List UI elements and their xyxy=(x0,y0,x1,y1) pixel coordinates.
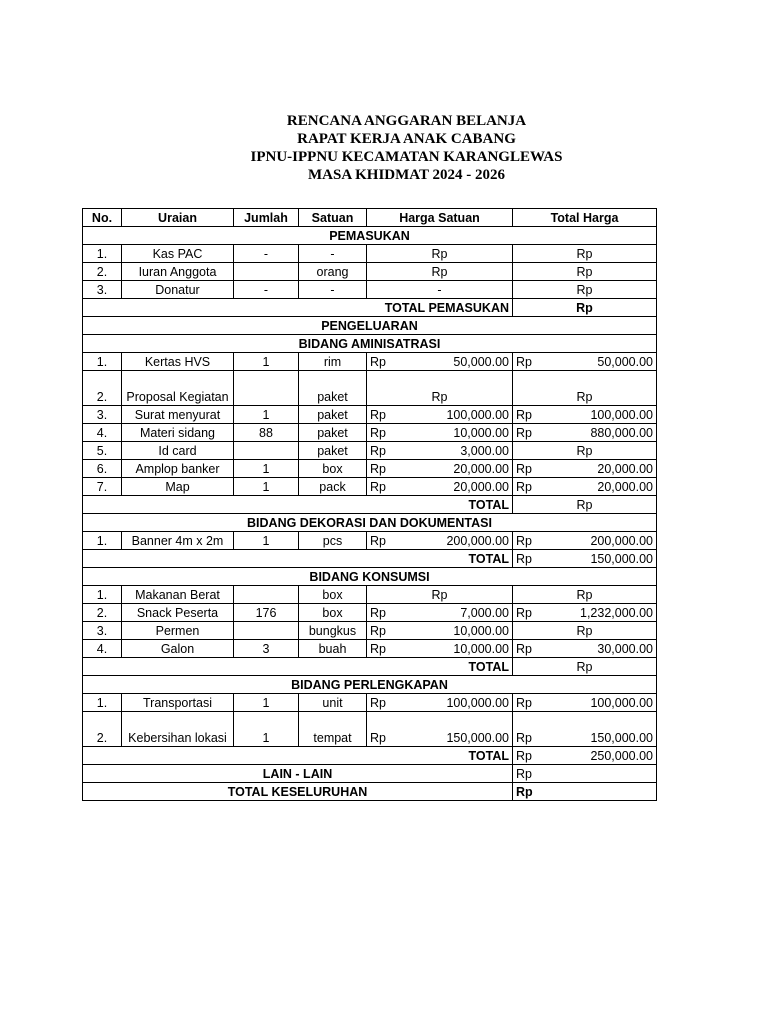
amount: 150,000.00 xyxy=(590,731,653,745)
amount: 880,000.00 xyxy=(590,426,653,440)
table-row xyxy=(83,460,657,478)
amount: 10,000.00 xyxy=(453,642,509,656)
amount: 20,000.00 xyxy=(453,462,509,476)
cell-total xyxy=(513,532,657,550)
currency-label: Rp xyxy=(370,624,386,638)
total-keseluruhan-label: TOTAL KESELURUHAN xyxy=(83,783,513,801)
header-jumlah: Jumlah xyxy=(234,209,299,227)
cell-harga-money xyxy=(370,534,509,549)
cell-jumlah: 1 xyxy=(234,353,299,371)
cell-uraian: Donatur xyxy=(122,281,234,299)
cell-harga xyxy=(367,460,513,478)
header-harga: Harga Satuan xyxy=(367,209,513,227)
amount: 50,000.00 xyxy=(597,355,653,369)
amount: 100,000.00 xyxy=(446,696,509,710)
amount: 250,000.00 xyxy=(590,749,653,763)
currency-label: Rp xyxy=(370,606,386,620)
cell-harga: Rp xyxy=(367,371,513,406)
cell-satuan: bungkus xyxy=(299,622,367,640)
cell-total: Rp xyxy=(513,263,657,281)
currency-label: Rp xyxy=(516,355,532,369)
cell-harga: Rp xyxy=(367,586,513,604)
cell-harga xyxy=(367,478,513,496)
currency-label: Rp xyxy=(516,408,532,422)
cell-harga xyxy=(367,712,513,747)
table-row xyxy=(83,245,657,263)
amount: 3,000.00 xyxy=(460,444,509,458)
cell-uraian: Materi sidang xyxy=(122,424,234,442)
header-row xyxy=(83,209,657,227)
table-row xyxy=(83,478,657,496)
cell-satuan: box xyxy=(299,586,367,604)
section-label: BIDANG AMINISATRASI xyxy=(83,335,657,353)
cell-harga-money xyxy=(370,462,509,477)
total-keseluruhan-value: Rp xyxy=(513,783,657,801)
total-label: TOTAL xyxy=(83,550,513,568)
currency-label: Rp xyxy=(516,462,532,476)
currency-label: Rp xyxy=(516,696,532,710)
cell-jumlah: 3 xyxy=(234,640,299,658)
cell-jumlah xyxy=(234,442,299,460)
lain-lain-value: Rp xyxy=(513,765,657,783)
cell-total-money xyxy=(516,534,653,549)
table-row xyxy=(83,532,657,550)
cell-uraian: Transportasi xyxy=(122,694,234,712)
cell-uraian: Banner 4m x 2m xyxy=(122,532,234,550)
amount: 100,000.00 xyxy=(590,408,653,422)
cell-total xyxy=(513,694,657,712)
cell-total-money xyxy=(516,642,653,657)
total-value: Rp xyxy=(513,496,657,514)
cell-total xyxy=(513,353,657,371)
cell-harga-money xyxy=(370,642,509,657)
cell-satuan: - xyxy=(299,245,367,263)
section-label: PEMASUKAN xyxy=(83,227,657,245)
currency-label: Rp xyxy=(370,426,386,440)
total-row xyxy=(83,747,657,765)
lain-lain-label: LAIN - LAIN xyxy=(83,765,513,783)
cell-harga xyxy=(367,622,513,640)
cell-total xyxy=(513,406,657,424)
cell-harga-money xyxy=(370,606,509,621)
cell-satuan: pack xyxy=(299,478,367,496)
cell-no: 1. xyxy=(83,532,122,550)
section-aministrasi xyxy=(83,335,657,353)
amount: 100,000.00 xyxy=(590,696,653,710)
currency-label: Rp xyxy=(516,552,532,566)
cell-jumlah: 1 xyxy=(234,532,299,550)
cell-uraian: Kertas HVS xyxy=(122,353,234,371)
amount: 10,000.00 xyxy=(453,426,509,440)
cell-satuan: unit xyxy=(299,694,367,712)
cell-uraian: Amplop banker xyxy=(122,460,234,478)
cell-jumlah: - xyxy=(234,245,299,263)
currency-label: Rp xyxy=(370,534,386,548)
cell-harga xyxy=(367,640,513,658)
table-row xyxy=(83,353,657,371)
budget-table xyxy=(82,208,657,801)
total-value xyxy=(513,550,657,568)
section-label: PENGELUARAN xyxy=(83,317,657,335)
cell-satuan: tempat xyxy=(299,712,367,747)
cell-harga xyxy=(367,694,513,712)
cell-harga xyxy=(367,424,513,442)
cell-total: Rp xyxy=(513,371,657,406)
cell-uraian: Kas PAC xyxy=(122,245,234,263)
table-row xyxy=(83,281,657,299)
currency-label: Rp xyxy=(516,606,532,620)
title-line-4: MASA KHIDMAT 2024 - 2026 xyxy=(308,167,505,183)
cell-total xyxy=(513,424,657,442)
cell-uraian: Iuran Anggota xyxy=(122,263,234,281)
total-row xyxy=(83,496,657,514)
section-label: BIDANG PERLENGKAPAN xyxy=(83,676,657,694)
cell-jumlah: 176 xyxy=(234,604,299,622)
cell-satuan: pcs xyxy=(299,532,367,550)
table-row xyxy=(83,694,657,712)
cell-no: 5. xyxy=(83,442,122,460)
cell-harga xyxy=(367,532,513,550)
cell-satuan: paket xyxy=(299,406,367,424)
section-pengeluaran xyxy=(83,317,657,335)
cell-harga-money xyxy=(370,426,509,441)
table-row xyxy=(83,442,657,460)
amount: 50,000.00 xyxy=(453,355,509,369)
cell-jumlah: 88 xyxy=(234,424,299,442)
amount: 200,000.00 xyxy=(590,534,653,548)
cell-total xyxy=(513,460,657,478)
cell-total: Rp xyxy=(513,586,657,604)
cell-harga-money xyxy=(370,408,509,423)
table-row xyxy=(83,640,657,658)
total-row xyxy=(83,658,657,676)
cell-harga-money xyxy=(370,355,509,370)
header-uraian: Uraian xyxy=(122,209,234,227)
amount: 150,000.00 xyxy=(446,731,509,745)
cell-jumlah: - xyxy=(234,281,299,299)
cell-no: 2. xyxy=(83,263,122,281)
amount: 200,000.00 xyxy=(446,534,509,548)
total-keseluruhan-row xyxy=(83,783,657,801)
cell-jumlah: 1 xyxy=(234,712,299,747)
cell-no: 2. xyxy=(83,371,122,406)
total-value: Rp xyxy=(513,658,657,676)
total-label: TOTAL xyxy=(83,747,513,765)
amount: 150,000.00 xyxy=(590,552,653,566)
amount: 20,000.00 xyxy=(453,480,509,494)
currency-label: Rp xyxy=(516,534,532,548)
cell-satuan: orang xyxy=(299,263,367,281)
cell-harga-money xyxy=(370,624,509,639)
total-value-money xyxy=(516,552,653,567)
cell-jumlah xyxy=(234,622,299,640)
table-row xyxy=(83,371,657,406)
currency-label: Rp xyxy=(516,480,532,494)
cell-total: Rp xyxy=(513,281,657,299)
cell-uraian: Proposal Kegiatan xyxy=(122,371,234,406)
cell-satuan: box xyxy=(299,604,367,622)
cell-total-money xyxy=(516,480,653,495)
title-line-2: RAPAT KERJA ANAK CABANG xyxy=(297,131,516,147)
table-row xyxy=(83,604,657,622)
cell-harga: - xyxy=(367,281,513,299)
cell-jumlah: 1 xyxy=(234,694,299,712)
cell-no: 4. xyxy=(83,640,122,658)
cell-total xyxy=(513,712,657,747)
total-label: TOTAL xyxy=(83,658,513,676)
total-row xyxy=(83,550,657,568)
cell-satuan: paket xyxy=(299,371,367,406)
total-value-money xyxy=(516,749,653,764)
cell-jumlah xyxy=(234,263,299,281)
cell-no: 1. xyxy=(83,353,122,371)
cell-jumlah xyxy=(234,371,299,406)
header-satuan: Satuan xyxy=(299,209,367,227)
section-label: BIDANG KONSUMSI xyxy=(83,568,657,586)
cell-uraian: Snack Peserta xyxy=(122,604,234,622)
cell-uraian: Makanan Berat xyxy=(122,586,234,604)
cell-no: 3. xyxy=(83,622,122,640)
cell-no: 4. xyxy=(83,424,122,442)
amount: 20,000.00 xyxy=(597,462,653,476)
header-no: No. xyxy=(83,209,122,227)
total-value: Rp xyxy=(513,299,657,317)
currency-label: Rp xyxy=(370,355,386,369)
table-row xyxy=(83,263,657,281)
cell-satuan: paket xyxy=(299,424,367,442)
currency-label: Rp xyxy=(516,749,532,763)
cell-uraian: Surat menyurat xyxy=(122,406,234,424)
cell-jumlah: 1 xyxy=(234,478,299,496)
cell-satuan: buah xyxy=(299,640,367,658)
section-label: BIDANG DEKORASI DAN DOKUMENTASI xyxy=(83,514,657,532)
title-line-3: IPNU-IPPNU KECAMATAN KARANGLEWAS xyxy=(250,149,563,165)
table-row xyxy=(83,406,657,424)
cell-uraian: Map xyxy=(122,478,234,496)
cell-harga-money xyxy=(370,480,509,495)
cell-total xyxy=(513,604,657,622)
cell-total: Rp xyxy=(513,442,657,460)
title-line-1: RENCANA ANGGARAN BELANJA xyxy=(286,113,527,129)
cell-no: 1. xyxy=(83,694,122,712)
cell-no: 7. xyxy=(83,478,122,496)
header-total: Total Harga xyxy=(513,209,657,227)
amount: 10,000.00 xyxy=(453,624,509,638)
amount: 20,000.00 xyxy=(597,480,653,494)
cell-jumlah: 1 xyxy=(234,460,299,478)
table-row xyxy=(83,586,657,604)
cell-no: 2. xyxy=(83,604,122,622)
cell-satuan: box xyxy=(299,460,367,478)
lain-lain-row xyxy=(83,765,657,783)
cell-total xyxy=(513,478,657,496)
section-konsumsi xyxy=(83,568,657,586)
cell-harga xyxy=(367,604,513,622)
cell-uraian: Permen xyxy=(122,622,234,640)
cell-jumlah xyxy=(234,586,299,604)
currency-label: Rp xyxy=(370,642,386,656)
cell-uraian: Kebersihan lokasi xyxy=(122,712,234,747)
cell-total-money xyxy=(516,426,653,441)
cell-total: Rp xyxy=(513,622,657,640)
currency-label: Rp xyxy=(370,731,386,745)
cell-harga: Rp xyxy=(367,245,513,263)
cell-no: 2. xyxy=(83,712,122,747)
table-row xyxy=(83,712,657,747)
currency-label: Rp xyxy=(516,642,532,656)
cell-jumlah: 1 xyxy=(234,406,299,424)
amount: 100,000.00 xyxy=(446,408,509,422)
cell-harga-money xyxy=(370,731,509,746)
cell-harga xyxy=(367,353,513,371)
amount: 1,232,000.00 xyxy=(580,606,653,620)
cell-no: 1. xyxy=(83,586,122,604)
amount: 30,000.00 xyxy=(597,642,653,656)
currency-label: Rp xyxy=(516,426,532,440)
table-row xyxy=(83,622,657,640)
cell-harga-money xyxy=(370,696,509,711)
cell-total-money xyxy=(516,462,653,477)
cell-total-money xyxy=(516,731,653,746)
total-label: TOTAL xyxy=(83,496,513,514)
total-value xyxy=(513,747,657,765)
currency-label: Rp xyxy=(370,462,386,476)
cell-satuan: paket xyxy=(299,442,367,460)
cell-total-money xyxy=(516,696,653,711)
cell-no: 6. xyxy=(83,460,122,478)
cell-total-money xyxy=(516,606,653,621)
section-perlengkapan xyxy=(83,676,657,694)
cell-no: 1. xyxy=(83,245,122,263)
cell-harga xyxy=(367,442,513,460)
table-row xyxy=(83,424,657,442)
cell-harga: Rp xyxy=(367,263,513,281)
cell-no: 3. xyxy=(83,406,122,424)
cell-harga-money xyxy=(370,444,509,459)
cell-satuan: - xyxy=(299,281,367,299)
currency-label: Rp xyxy=(370,408,386,422)
currency-label: Rp xyxy=(370,444,386,458)
cell-satuan: rim xyxy=(299,353,367,371)
document-title xyxy=(0,112,768,184)
section-dekorasi xyxy=(83,514,657,532)
cell-total xyxy=(513,640,657,658)
cell-no: 3. xyxy=(83,281,122,299)
cell-uraian: Id card xyxy=(122,442,234,460)
currency-label: Rp xyxy=(370,480,386,494)
cell-total: Rp xyxy=(513,245,657,263)
total-row xyxy=(83,299,657,317)
total-label: TOTAL PEMASUKAN xyxy=(83,299,513,317)
cell-total-money xyxy=(516,355,653,370)
cell-harga xyxy=(367,406,513,424)
amount: 7,000.00 xyxy=(460,606,509,620)
section-pemasukan xyxy=(83,227,657,245)
cell-uraian: Galon xyxy=(122,640,234,658)
currency-label: Rp xyxy=(516,731,532,745)
cell-total-money xyxy=(516,408,653,423)
currency-label: Rp xyxy=(370,696,386,710)
